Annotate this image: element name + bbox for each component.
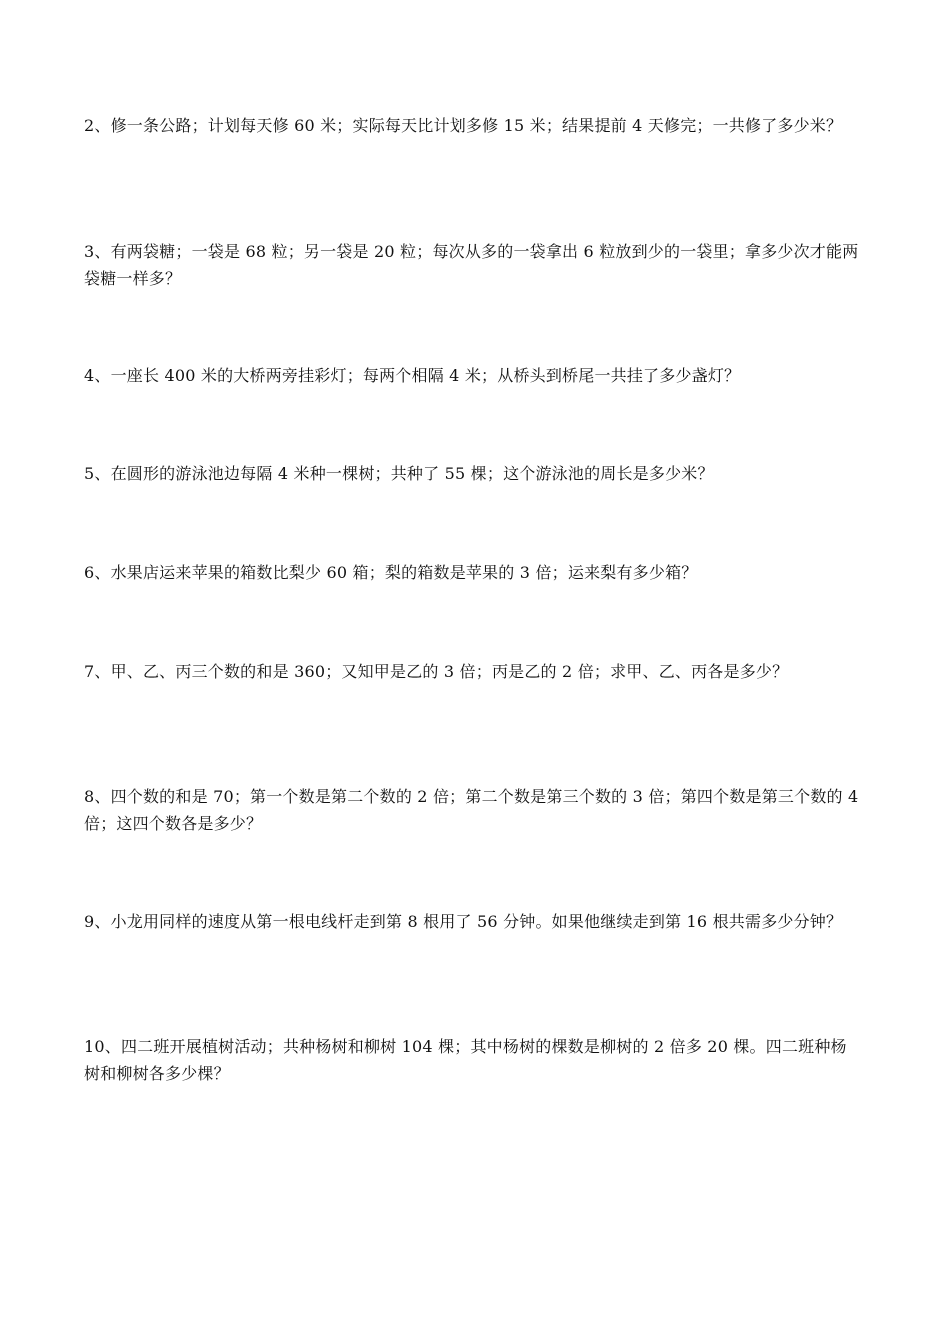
problem-10: 10、四二班开展植树活动；共种杨树和柳树 104 棵；其中杨树的棵数是柳树的 2 倍多 20 棵。四二班种杨树和柳树各多少棵？	[84, 1037, 847, 1083]
problem-9: 9、小龙用同样的速度从第一根电线杆走到第 8 根用了 56 分钟。如果他继续走到第 16 根共需多少分钟？	[84, 912, 843, 931]
problem-8: 8、四个数的和是 70；第一个数是第二个数的 2 倍；第二个数是第三个数的 3 倍；第四个数是第三个数的 4 倍；这四个数各是多少？	[84, 787, 859, 833]
problem-4: 4、一座长 400 米的大桥两旁挂彩灯；每两个相隔 4 米；从桥头到桥尾一共挂了多少盏灯？	[84, 366, 741, 385]
problem-6: 6、水果店运来苹果的箱数比梨少 60 箱；梨的箱数是苹果的 3 倍；运来梨有多少箱？	[84, 563, 698, 582]
problem-7: 7、甲、乙、丙三个数的和是 360；又知甲是乙的 3 倍；丙是乙的 2 倍；求甲、乙、丙各是多少？	[84, 662, 789, 681]
problem-3: 3、有两袋糖；一袋是 68 粒；另一袋是 20 粒；每次从多的一袋拿出 6 粒放到少的一袋里；拿多少次才能两袋糖一样多？	[84, 242, 859, 288]
problem-2: 2、修一条公路；计划每天修 60 米；实际每天比计划多修 15 米；结果提前 4 天修完；一共修了多少米？	[84, 116, 843, 135]
problem-5: 5、在圆形的游泳池边每隔 4 米种一棵树；共种了 55 棵；这个游泳池的周长是多少米？	[84, 464, 714, 483]
